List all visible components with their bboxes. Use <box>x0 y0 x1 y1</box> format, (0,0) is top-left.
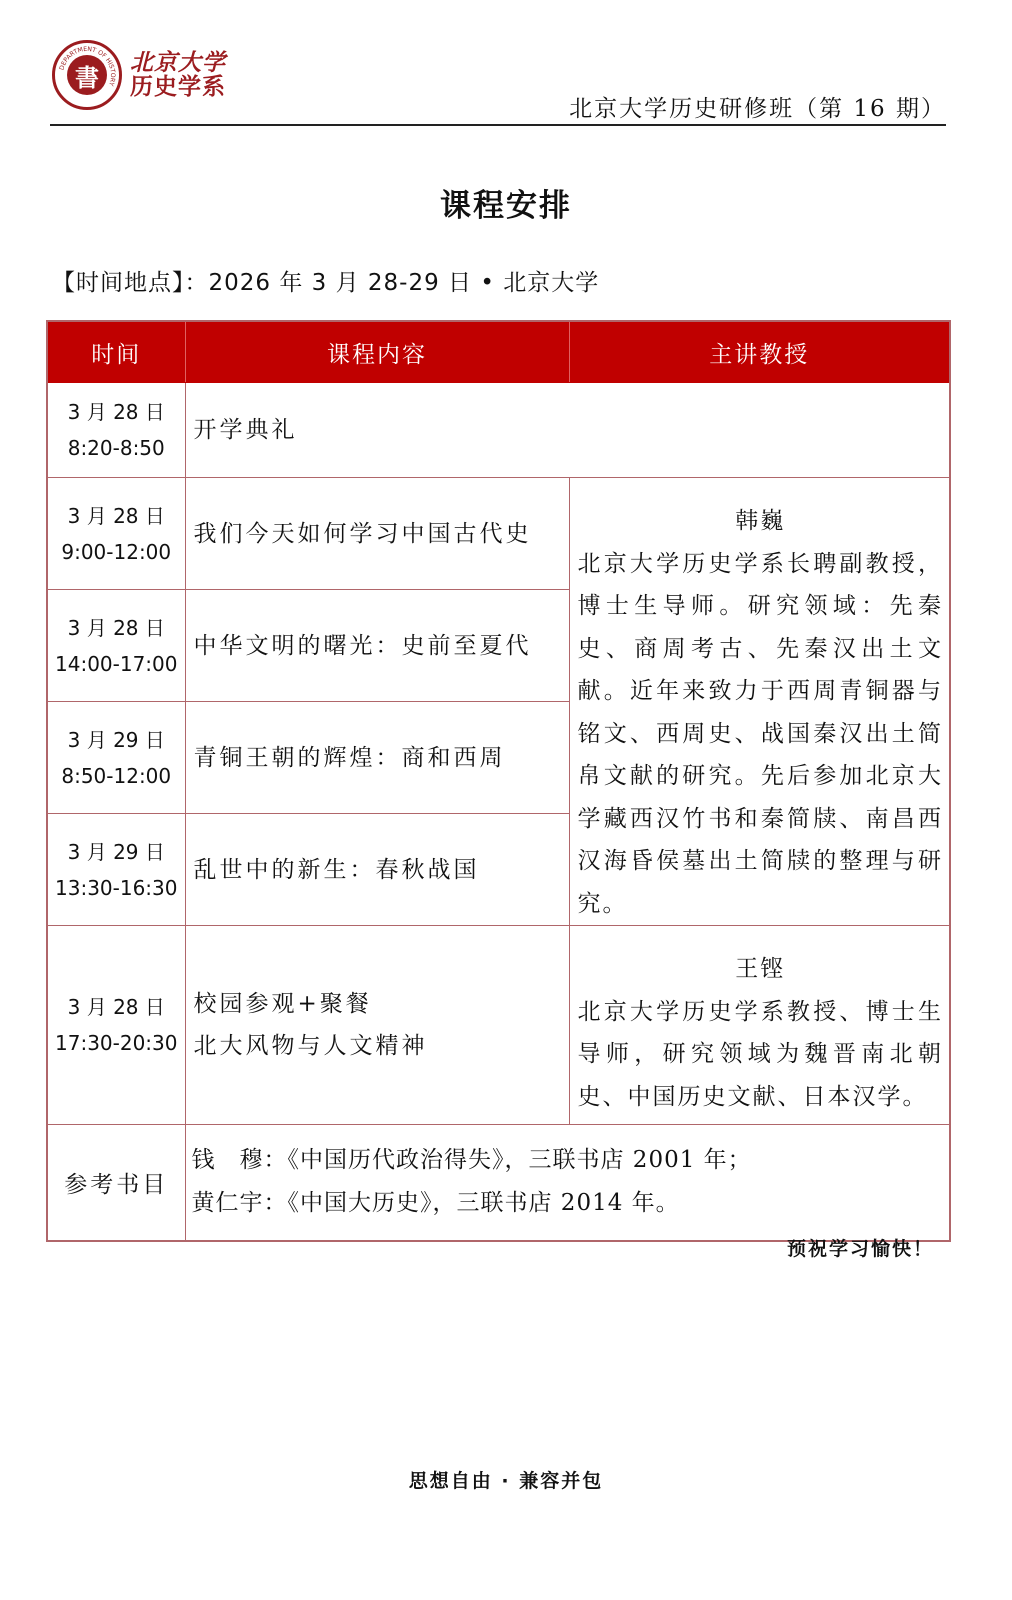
schedule-table <box>46 320 951 1242</box>
row-content <box>185 926 569 1125</box>
row-content: 乱世中的新生：春秋战国 <box>185 814 569 926</box>
row-time <box>47 590 185 702</box>
table-header-row <box>47 321 950 383</box>
page-title: 课程安排 <box>440 188 572 224</box>
row-hours: 8:50-12:00 <box>61 763 172 788</box>
row-time <box>47 926 185 1125</box>
references-row <box>47 1125 950 1241</box>
professor-bio: 北京大学历史学系长聘副教授，博士生导师。研究领域：先秦史、商周考古、先秦汉出土文献。近年来致力于西周青铜器与铭文、西周史、战国秦汉出土简帛文献的研究。先后参加北京大学藏西汉竹书和秦简牍、南昌西汉海昏侯墓出土简牍的整理与研究。 <box>577 550 943 917</box>
row-time <box>47 702 185 814</box>
seal-emblem-icon <box>52 40 122 110</box>
professor-cell <box>569 478 950 926</box>
row-hours: 14:00-17:00 <box>55 651 178 676</box>
header-content: 课程内容 <box>185 321 569 383</box>
reference-item: 黄仁宇：《中国大历史》，三联书店 2014 年。 <box>191 1190 680 1217</box>
closing-note: 预祝学习愉快！ <box>786 1238 934 1260</box>
row-date: 3 月 28 日 <box>67 400 165 424</box>
professor-name: 王铿 <box>735 956 786 982</box>
row-date: 3 月 28 日 <box>67 995 165 1019</box>
time-location: 【时间地点】：2026 年 3 月 28-29 日 • 北京大学 <box>52 270 600 296</box>
logo-text <box>130 48 226 100</box>
page-header <box>50 36 946 128</box>
row-content: 青铜王朝的辉煌：商和西周 <box>185 702 569 814</box>
row-hours: 13:30-16:30 <box>55 875 178 900</box>
row-date: 3 月 28 日 <box>67 615 165 640</box>
footer-motto: 思想自由 · 兼容并包 <box>408 1470 604 1492</box>
row-content: 开学典礼 <box>185 383 950 478</box>
references-list <box>185 1125 950 1241</box>
row-content: 中华文明的曙光：史前至夏代 <box>185 590 569 702</box>
table-row <box>47 926 950 1125</box>
table-row <box>47 383 950 478</box>
professor-bio: 北京大学历史学系教授、博士生导师，研究领域为魏晋南北朝史、中国历史文献、日本汉学。 <box>577 998 943 1110</box>
row-time <box>47 814 185 926</box>
row-date: 3 月 28 日 <box>67 503 165 528</box>
header-professor: 主讲教授 <box>569 321 950 383</box>
seal-glyph: 書 <box>67 55 107 95</box>
row-content-line: 北大风物与人文精神 <box>193 1033 428 1059</box>
table-row <box>47 478 950 590</box>
professor-cell <box>569 926 950 1125</box>
header-divider <box>50 124 946 126</box>
department-logo <box>52 40 226 110</box>
row-content: 我们今天如何学习中国古代史 <box>185 478 569 590</box>
row-date: 3 月 29 日 <box>67 727 165 752</box>
row-time <box>47 478 185 590</box>
row-hours: 17:30-20:30 <box>55 1031 178 1055</box>
logo-department: 历史学系 <box>130 73 226 100</box>
professor-name: 韩巍 <box>735 508 786 534</box>
row-time <box>47 383 185 478</box>
logo-university: 北京大学 <box>130 48 226 76</box>
svg-text:DEPARTMENT OF HISTORY: DEPARTMENT OF HISTORY <box>58 45 117 87</box>
row-content-line: 校园参观+聚餐 <box>193 991 372 1017</box>
row-hours: 8:20-8:50 <box>67 436 165 460</box>
reference-item: 钱 穆：《中国历代政治得失》，三联书店 2001 年； <box>191 1147 752 1174</box>
program-title: 北京大学历史研修班（第 16 期） <box>569 96 946 122</box>
header-time: 时间 <box>47 321 185 383</box>
row-hours: 9:00-12:00 <box>61 539 172 564</box>
references-label: 参考书目 <box>47 1125 185 1241</box>
row-date: 3 月 29 日 <box>67 839 165 864</box>
